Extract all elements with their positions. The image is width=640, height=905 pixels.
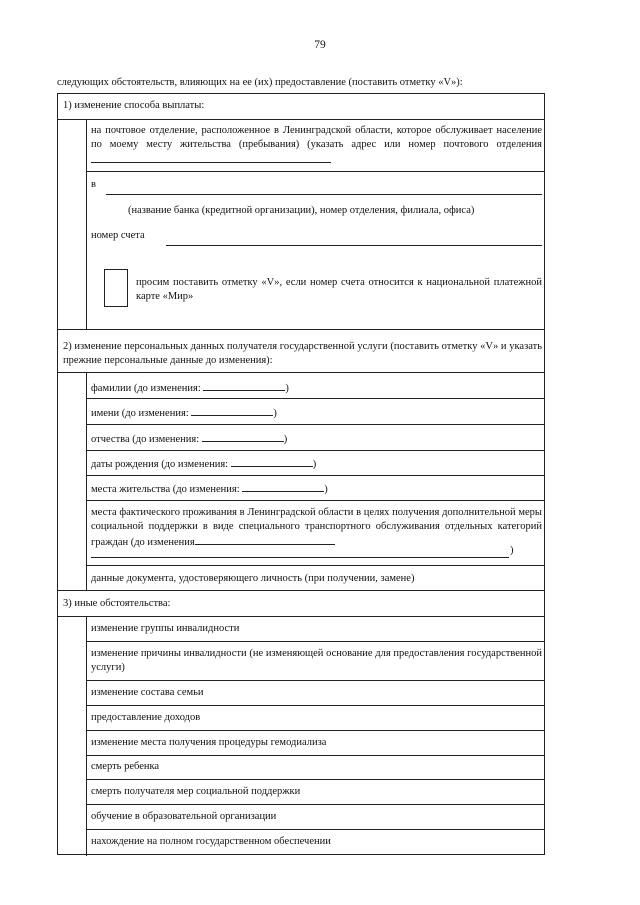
divider xyxy=(58,616,544,617)
name-input-line[interactable] xyxy=(191,405,273,416)
page-number: 79 xyxy=(314,39,326,51)
mir-card-note: просим поставить отметку «V», если номер счета относится к национальной платежной карте «Мир» xyxy=(136,277,542,302)
post-office-text: на почтовое отделение, расположенное в Ленинградской области, которое обслуживает население по моему месту жительства (пребывания) (указать адрес или номер почтового отделения xyxy=(91,125,542,150)
mir-card-checkbox[interactable] xyxy=(104,269,128,307)
education-option: обучение в образовательной организации xyxy=(91,811,277,822)
divider xyxy=(86,424,544,425)
residence-label: места жительства (до изменения: xyxy=(91,484,240,495)
hemodialysis-option: изменение места получения процедуры гемодиализа xyxy=(91,737,327,748)
family-option: изменение состава семьи xyxy=(91,687,204,698)
birth-date-label: даты рождения (до изменения: xyxy=(91,459,229,470)
surname-label: фамилии (до изменения: xyxy=(91,383,201,394)
birth-date-option xyxy=(91,456,316,472)
bank-caption: (название банка (кредитной организации), номер отделения, филиала, офиса) xyxy=(128,205,475,216)
divider xyxy=(86,804,544,805)
divider xyxy=(86,171,544,172)
disability-group-option: изменение группы инвалидности xyxy=(91,623,240,634)
section2-heading: 2) изменение персональных данных получателя государственной услуги (поставить отметку «V» и указать прежние персональные данные до изменения): xyxy=(63,341,542,366)
account-number-input-line[interactable] xyxy=(166,245,542,246)
post-office-option xyxy=(91,124,542,168)
surname-input-line[interactable] xyxy=(203,380,285,391)
child-death-option: смерть ребенка xyxy=(91,761,160,772)
post-office-input-line[interactable] xyxy=(91,152,331,163)
divider xyxy=(86,565,544,566)
column-divider xyxy=(86,616,87,856)
divider xyxy=(86,641,544,642)
section1-heading: 1) изменение способа выплаты: xyxy=(63,100,205,111)
divider xyxy=(86,829,544,830)
close-paren: ) xyxy=(283,434,288,445)
actual-residence-input-line-2[interactable] xyxy=(91,557,509,558)
patronymic-option xyxy=(91,431,287,447)
divider xyxy=(86,779,544,780)
id-document-option: данные документа, удостоверяющего личность (при получении, замене) xyxy=(91,573,415,584)
state-care-option: нахождение на полном государственном обеспечении xyxy=(91,836,331,847)
actual-residence-label: места фактического проживания в Ленинградской области в целях получения дополнительной меры социальной поддержки в виде специального транспортного обслуживания отдельных категорий граждан (до изменения xyxy=(91,507,542,548)
close-paren: ) xyxy=(273,408,277,419)
application-form-table xyxy=(57,93,545,855)
recipient-death-option: смерть получателя мер социальной поддержки xyxy=(91,786,301,797)
column-divider xyxy=(86,372,87,590)
account-label: номер счета xyxy=(91,230,145,241)
income-option: предоставление доходов xyxy=(91,712,201,723)
divider xyxy=(86,705,544,706)
column-divider xyxy=(86,119,87,329)
divider xyxy=(86,398,544,399)
divider xyxy=(58,372,544,373)
close-paren: ) xyxy=(312,459,317,470)
bank-name-input-line[interactable] xyxy=(106,194,542,195)
residence-input-line[interactable] xyxy=(242,481,324,492)
actual-residence-input-line[interactable] xyxy=(195,534,335,545)
section3-heading: 3) иные обстоятельства: xyxy=(63,598,171,609)
surname-option xyxy=(91,380,289,396)
divider xyxy=(58,329,544,330)
divider xyxy=(58,119,544,120)
patronymic-input-line[interactable] xyxy=(202,431,284,442)
close-paren: ) xyxy=(324,484,328,495)
close-paren: ) xyxy=(285,383,289,394)
bank-prefix: в xyxy=(91,179,96,190)
name-option xyxy=(91,405,277,421)
birth-date-input-line[interactable] xyxy=(231,456,313,467)
intro-text: следующих обстоятельств, влияющих на ее (их) предоставление (поставить отметку «V»): xyxy=(57,77,463,88)
divider xyxy=(86,755,544,756)
divider xyxy=(86,475,544,476)
actual-residence-option xyxy=(91,506,542,550)
divider xyxy=(86,680,544,681)
patronymic-label: отчества (до изменения: xyxy=(91,434,200,445)
divider xyxy=(58,590,544,591)
divider xyxy=(86,730,544,731)
name-label: имени (до изменения: xyxy=(91,408,189,419)
disability-cause-option: изменение причины инвалидности (не изменяющей основание для предоставления государственной услуги) xyxy=(91,648,542,673)
divider xyxy=(86,450,544,451)
close-paren: ) xyxy=(510,545,514,556)
residence-option xyxy=(91,481,328,497)
divider xyxy=(86,500,544,501)
